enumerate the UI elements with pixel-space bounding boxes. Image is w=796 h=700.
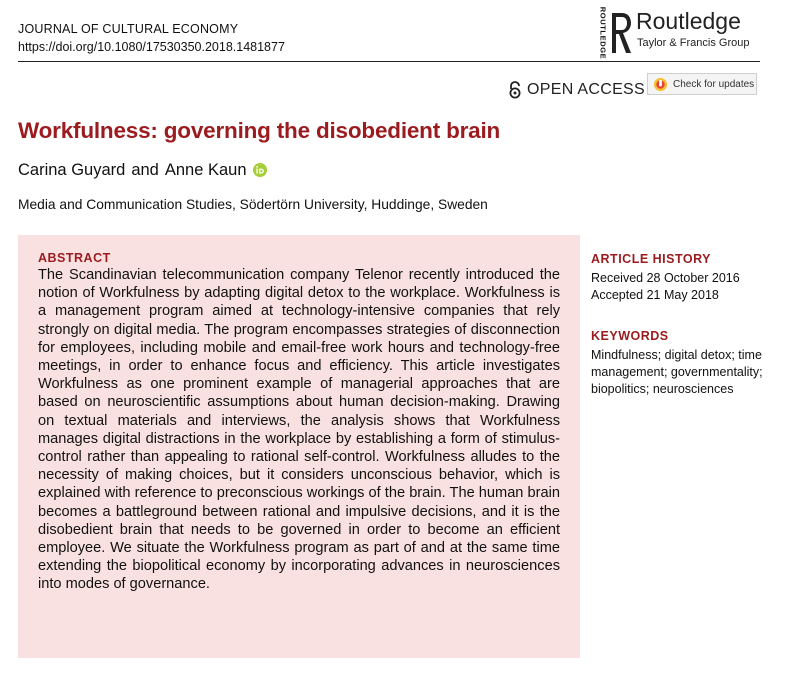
keywords-list: Mindfulness; digital detox; time management; governmentality; biopolitics; neurosciences: [591, 348, 763, 396]
journal-name: JOURNAL OF CULTURAL ECONOMY: [18, 22, 239, 36]
check-updates-icon: [653, 77, 668, 92]
publisher-logo[interactable]: [598, 6, 768, 60]
article-history-heading: ARTICLE HISTORY: [591, 252, 712, 266]
received-date: Received 28 October 2016: [591, 271, 740, 285]
article-title: Workfulness: governing the disobedient brain: [18, 118, 501, 143]
publisher-name: Routledge: [636, 8, 741, 34]
abstract-text: The Scandinavian telecommunication company Telenor recently introduced the notion of Workfulness by adapting digital detox to the workplace. Workfulness is a management program aimed at technology-intensive companies that rely strongly on digital media. The program encompasses strategies of disconnection for employees, including mobile and email-free work hours and technology-free meetings, in order to enhance focus and efficiency. This article investigates Workfulness as one prominent example of managerial approaches that are based on neuroscientific assumptions about human decision-making. Drawing on textual materials and interviews, the analysis shows that Workfulness manages digital distractions in the workplace by establishing a form of stimulus-control rather than appealing to rational self-control. Workfulness alludes to the necessity of making choices, but it considers unconscious behavior, which is explained with reference to preconscious workings of the brain. The human brain becomes a battleground between rational and impulsive decisions, and it is the disobedient brain that needs to be governed in order to become an efficient employee. We situate the Workfulness program as part of and at the same time extending the biopolitical economy by incorporating advances in neurosciences into modes of governance.: [38, 267, 560, 593]
keywords-heading: KEYWORDS: [591, 329, 669, 343]
open-access-label: OPEN ACCESS: [527, 81, 646, 98]
author-separator: and: [131, 161, 159, 179]
abstract-panel: [18, 235, 580, 658]
author-list: [18, 161, 267, 180]
open-access-badge[interactable]: [508, 80, 645, 100]
accepted-date: Accepted 21 May 2018: [591, 288, 719, 302]
abstract-heading: ABSTRACT: [38, 251, 111, 265]
author-name[interactable]: Anne Kaun: [164, 161, 247, 179]
routledge-mark-icon: [610, 11, 632, 55]
open-access-lock-icon: [508, 81, 522, 99]
author-affiliation: Media and Communication Studies, Södertörn University, Huddinge, Sweden: [18, 197, 488, 212]
check-updates-label: Check for updates: [673, 78, 755, 90]
check-for-updates-button[interactable]: [647, 73, 757, 95]
header-divider: [18, 61, 760, 62]
article-sidebar: [591, 252, 771, 398]
doi-link[interactable]: https://doi.org/10.1080/17530350.2018.1481877: [18, 40, 285, 54]
author-name[interactable]: Carina Guyard: [18, 161, 126, 179]
publisher-group: Taylor & Francis Group: [637, 37, 750, 49]
orcid-icon[interactable]: [253, 163, 267, 177]
publisher-vertical-text: ROUTLEDGE: [598, 6, 608, 60]
